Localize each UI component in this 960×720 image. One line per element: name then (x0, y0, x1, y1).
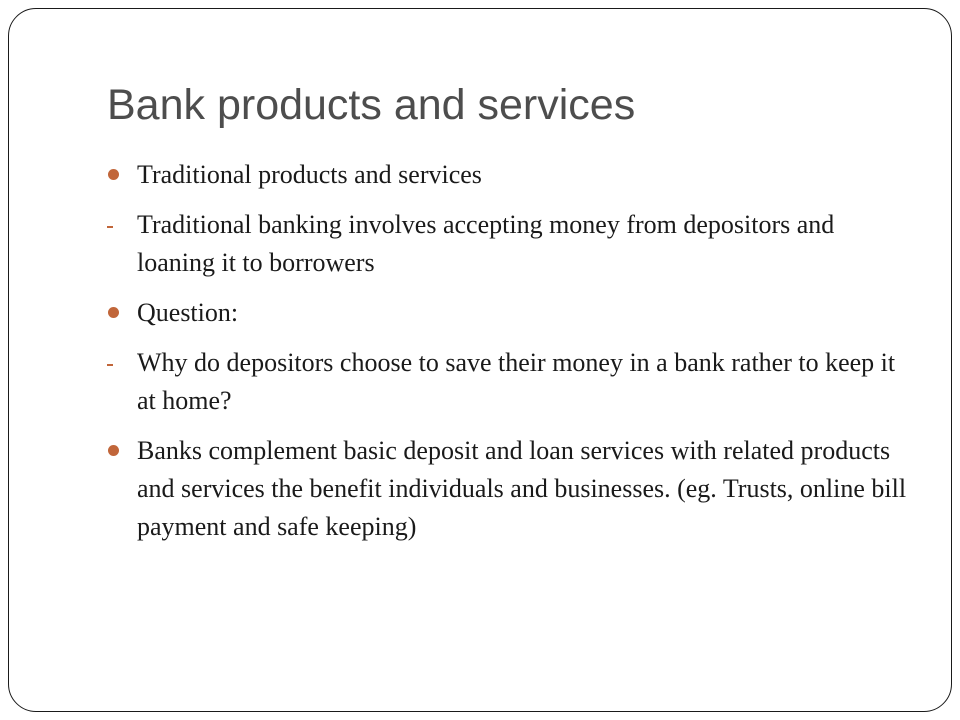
bullet-item (107, 432, 907, 546)
bullet-text: Traditional products and services (137, 160, 482, 189)
bullet-list (107, 156, 907, 558)
dash-icon (107, 206, 127, 244)
sub-bullet-item (107, 206, 907, 282)
sub-bullet-item (107, 344, 907, 420)
slide-title: Bank products and services (107, 81, 636, 129)
sub-bullet-text: Why do depositors choose to save their money in a bank rather to keep it at home? (137, 348, 896, 415)
bullet-dot-icon (107, 156, 127, 194)
dash-icon (107, 344, 127, 382)
bullet-item (107, 294, 907, 332)
sub-bullet-text: Traditional banking involves accepting money from depositors and loaning it to borrowers (137, 210, 835, 277)
bullet-text: Question: (137, 298, 239, 327)
bullet-dot-icon (107, 432, 127, 470)
bullet-item (107, 156, 907, 194)
bullet-dot-icon (107, 294, 127, 332)
bullet-text: Banks complement basic deposit and loan services with related products and services the benefit individuals and businesses. (eg. Trusts, online bill payment and safe keeping) (137, 436, 907, 541)
